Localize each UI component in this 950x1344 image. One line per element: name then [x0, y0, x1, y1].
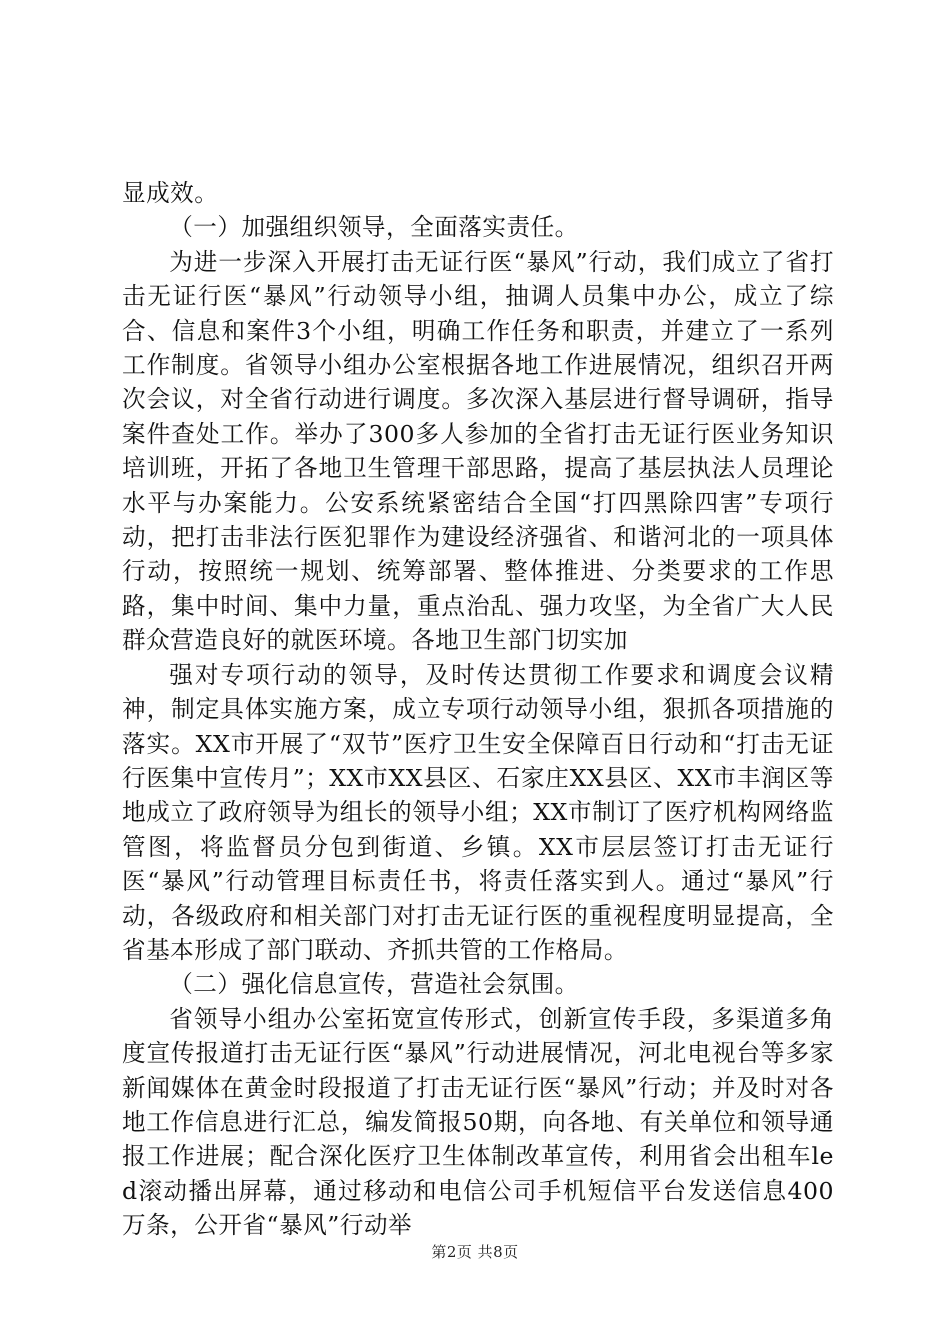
section-heading-2: （二）强化信息宣传，营造社会氛围。: [169, 970, 579, 999]
paragraph-leadership: 强对专项行动的领导，及时传达贯彻工作要求和调度会议精神，制定具体实施方案，成立专项行动领导小组，狠抓各项措施的落实。XX市开展了“双节”医疗卫生安全保障百日行动和“打击无证行医集中宣传月”；XX市XX县区、石家庄XX县区、XX市丰润区等地成立了政府领导为组长的领导小组；XX市制订了医疗机构网络监管图，将监督员分包到街道、乡镇。XX市层层签订打击无证行医“暴风”行动管理目标责任书，将责任落实到人。通过“暴风”行动，各级政府和相关部门对打击无证行医的重视程度明显提高，全省基本形成了部门联动、齐抓共管的工作格局。: [122, 660, 834, 964]
paragraph-publicity: 省领导小组办公室拓宽宣传形式，创新宣传手段，多渠道多角度宣传报道打击无证行医“暴风”行动进展情况，河北电视台等多家新闻媒体在黄金时段报道了打击无证行医“暴风”行动；并及时对各地工作信息进行汇总，编发简报50期，向各地、有关单位和领导通报工作进展；配合深化医疗卫生体制改革宣传，利用省会出租车led滚动播出屏幕，通过移动和电信公司手机短信平台发送信息400万条，公开省“暴风”行动举: [122, 1004, 834, 1240]
page-number-footer: 第2页 共8页: [431, 1243, 519, 1261]
section-heading-1: （一）加强组织领导，全面落实责任。: [169, 213, 579, 242]
paragraph-organization: 为进一步深入开展打击无证行医“暴风”行动，我们成立了省打击无证行医“暴风”行动领导小组，抽调人员集中办公，成立了综合、信息和案件3个小组，明确工作任务和职责，并建立了一系列工作制度。省领导小组办公室根据各地工作进展情况，组织召开两次会议，对全省行动进行调度。多次深入基层进行督导调研，指导案件查处工作。举办了300多人参加的全省打击无证行医业务知识培训班，开拓了各地卫生管理干部思路，提高了基层执法人员理论水平与办案能力。公安系统紧密结合全国“打四黑除四害”专项行动，把打击非法行医犯罪作为建设经济强省、和谐河北的一项具体行动，按照统一规划、统筹部署、整体推进、分类要求的工作思路，集中时间、集中力量，重点治乱、强力攻坚，为全省广大人民群众营造良好的就医环境。各地卫生部门切实加: [122, 247, 834, 655]
document-body: [122, 176, 834, 1243]
paragraph-continuation: 显成效。: [122, 179, 219, 207]
